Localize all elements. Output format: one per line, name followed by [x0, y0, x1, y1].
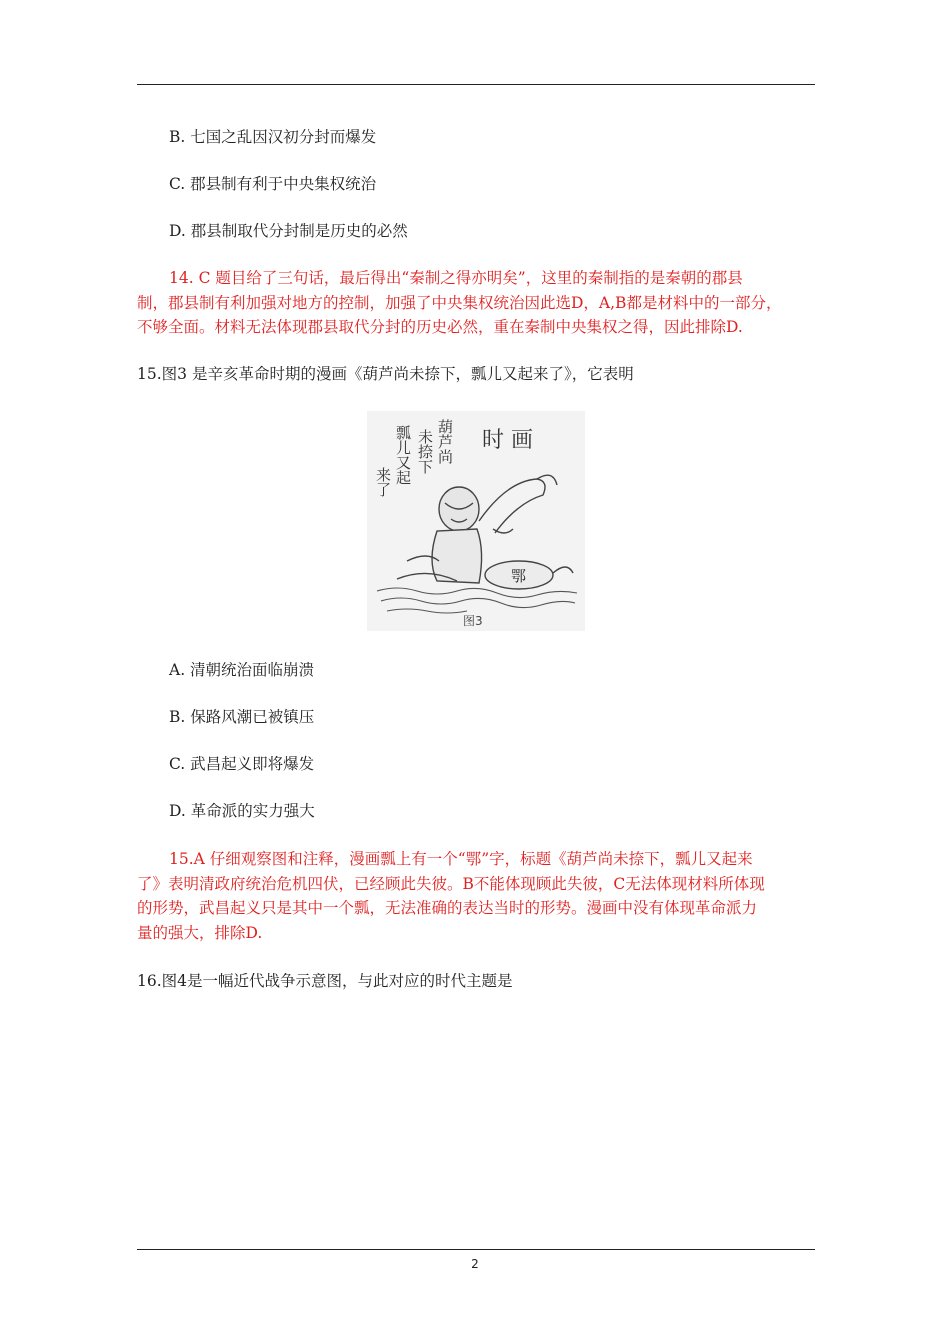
- q15-answer-line1: 15.A 仔细观察图和注释，漫画瓢上有一个“鄂”字，标题《葫芦尚未捺下，瓢儿又起来: [169, 850, 753, 868]
- figure-caption: 图3: [463, 614, 483, 628]
- q15-answer: [137, 847, 817, 945]
- header-rule: [137, 84, 815, 85]
- q14-answer: [137, 266, 817, 340]
- footer-rule: [137, 1249, 815, 1250]
- cartoon-text-col2: 未捺下: [416, 429, 434, 474]
- q14-answer-line2: 制，郡县制有利加强对地方的控制，加强了中央集权统治因此选D，A,B都是材料中的一部分，: [137, 293, 782, 312]
- q14-option-c: C. 郡县制有利于中央集权统治: [169, 175, 377, 193]
- cartoon-text-col1: 葫芦尚: [436, 419, 454, 464]
- q15-answer-line4: 量的强大，排除D.: [137, 923, 263, 942]
- cartoon-title: 时 画: [482, 428, 533, 453]
- q14-option-b: B. 七国之乱因汉初分封而爆发: [169, 128, 377, 146]
- cartoon-text-col3: 瓢儿又起: [394, 425, 412, 485]
- q15-option-c: C. 武昌起义即将爆发: [169, 755, 315, 773]
- q15-option-a: A. 清朝统治面临崩溃: [169, 661, 315, 679]
- q14-answer-line1: 14. C 题目给了三句话，最后得出“秦制之得亦明矣”，这里的秦制指的是秦朝的郡县: [169, 269, 743, 287]
- q16-stem: 16.图4是一幅近代战争示意图，与此对应的时代主题是: [137, 972, 513, 990]
- page-number: 2: [471, 1257, 479, 1271]
- q15-option-b: B. 保路风潮已被镇压: [169, 708, 315, 726]
- q15-answer-line3: 的形势，武昌起义只是其中一个瓢，无法准确的表达当时的形势。漫画中没有体现革命派力: [137, 899, 758, 917]
- q14-option-d: D. 郡县制取代分封制是历史的必然: [169, 222, 408, 240]
- q15-stem: 15.图3 是辛亥革命时期的漫画《葫芦尚未捺下，瓢儿又起来了》，它表明: [137, 365, 634, 383]
- q14-answer-line3: 不够全面。材料无法体现郡县取代分封的历史必然，重在秦制中央集权之得，因此排除D.: [137, 318, 743, 336]
- cartoon-text-col4: 来了: [374, 467, 392, 497]
- q15-option-d: D. 革命派的实力强大: [169, 802, 315, 820]
- q15-answer-line2: 了》表明清政府统治危机四伏，已经顾此失彼。B不能体现顾此失彼，C无法体现材料所体现: [137, 874, 765, 893]
- figure-3-cartoon: [367, 411, 585, 631]
- gourd-label: 鄂: [511, 567, 527, 585]
